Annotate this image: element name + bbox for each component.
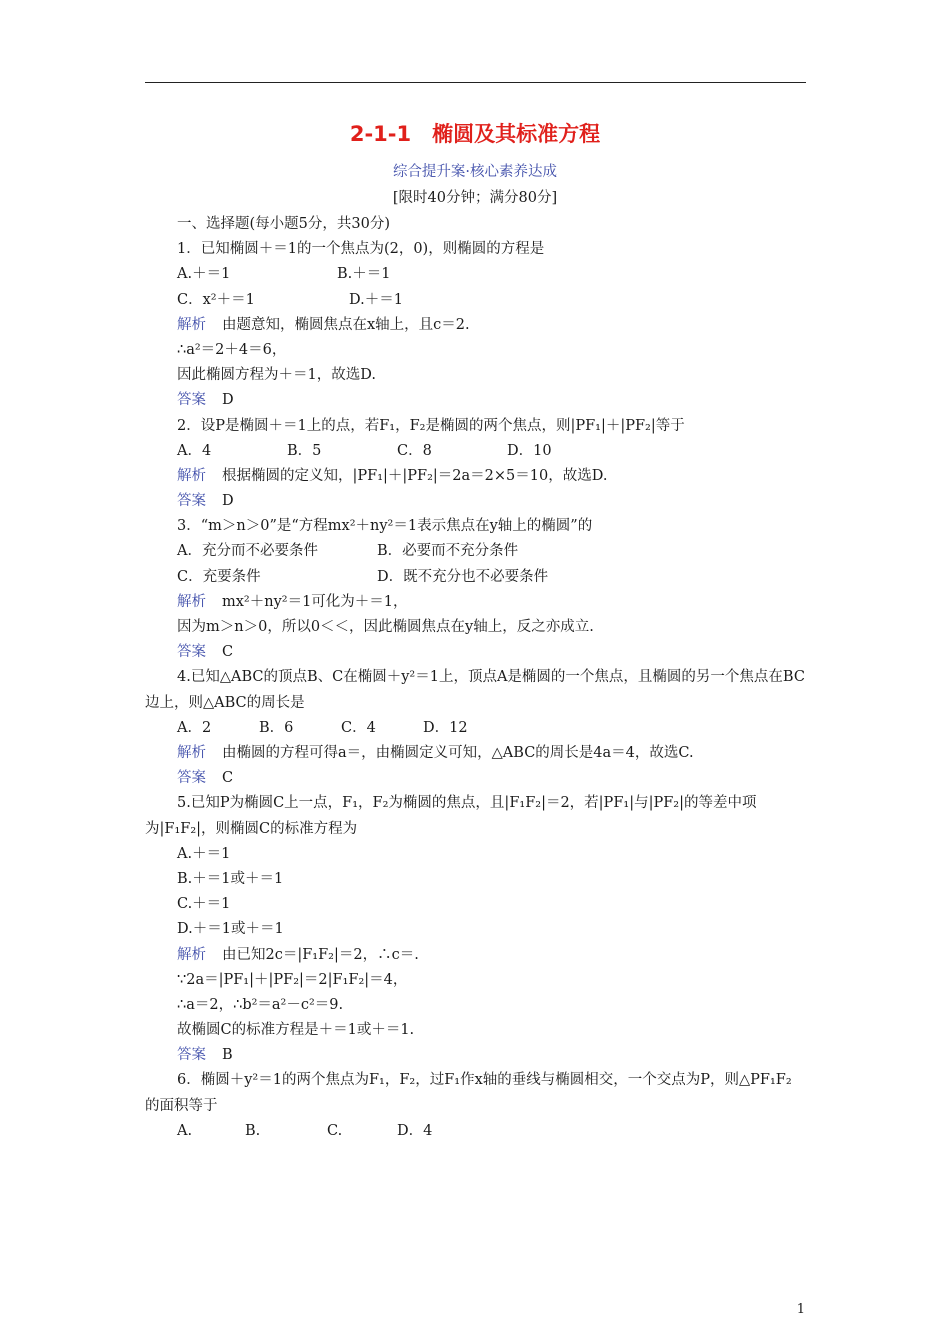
q1-options-cd [145, 288, 806, 313]
q5-analysis-line: ∴a＝2，∴b²＝a²－c²＝9. [177, 996, 344, 1013]
q5-analysis-line: 故椭圆C的标准方程是＋＝1或＋＝1. [177, 1022, 415, 1039]
q2-answer: 答案 D [177, 493, 234, 510]
analysis-tag: 解析 [177, 946, 206, 963]
q2-option-b: B．5 [287, 442, 322, 459]
analysis-tag: 解析 [177, 467, 206, 484]
q6-stem: 6．椭圆＋y²＝1的两个焦点为F₁，F₂，过F₁作x轴的垂线与椭圆相交，一个交点为P，则△PF₁F₂的面积等于 [145, 1072, 792, 1114]
q1-option-c: C．x²＋＝1 [177, 291, 255, 308]
q5-answer: 答案 B [177, 1047, 233, 1064]
q1-option-b: B.＋＝1 [337, 266, 391, 283]
answer-tag: 答案 [177, 770, 206, 787]
q1-option-a: A.＋＝1 [177, 266, 231, 283]
q3-analysis-line: 因为m＞n＞0，所以0＜＜，因此椭圆焦点在y轴上，反之亦成立. [177, 619, 594, 635]
q2-options [145, 439, 806, 464]
q2-option-d: D．10 [507, 442, 552, 459]
q3-option-a: A．充分而不必要条件 [177, 543, 318, 560]
q1-answer: 答案 D [177, 392, 234, 409]
section-heading: 一、选择题(每小题5分，共30分) [177, 216, 390, 232]
q5-option-c: C.＋＝1 [177, 896, 231, 913]
q4-option-d: D．12 [423, 719, 468, 736]
q2-option-a: A．4 [177, 442, 212, 459]
page-title: 2-1-1 椭圆及其标准方程 [349, 122, 601, 146]
q2-analysis: 解析 根据椭圆的定义知，|PF₁|＋|PF₂|＝2a＝2×5＝10，故选D. [177, 467, 608, 484]
document-body [145, 212, 806, 1144]
q4-answer: 答案 C [177, 770, 234, 787]
q6-options [145, 1119, 806, 1144]
q4-analysis: 解析 由椭圆的方程可得a＝，由椭圆定义可知，△ABC的周长是4a＝4，故选C. [177, 744, 694, 761]
answer-tag: 答案 [177, 1047, 206, 1064]
q3-option-c: C．充要条件 [177, 568, 261, 585]
q4-option-b: B．6 [259, 719, 294, 736]
page-subtitle: 综合提升案·核心素养达成 [392, 164, 558, 180]
q4-option-a: A．2 [177, 719, 212, 736]
q4-options [145, 716, 806, 741]
q5-option-a: A.＋＝1 [177, 845, 231, 862]
answer-tag: 答案 [177, 392, 206, 409]
q3-option-d: D．既不充分也不必要条件 [377, 568, 549, 585]
header-rule [145, 82, 806, 83]
q2-stem: 2．设P是椭圆＋＝1上的点，若F₁，F₂是椭圆的两个焦点，则|PF₁|＋|PF₂|等于 [177, 417, 685, 434]
q1-option-d: D.＋＝1 [349, 291, 403, 308]
q3-option-b: B．必要而不充分条件 [377, 543, 519, 560]
q5-stem: 5.已知P为椭圆C上一点，F₁，F₂为椭圆的焦点，且|F₁F₂|＝2，若|PF₁|与|PF₂|的等差中项为|F₁F₂|，则椭圆C的标准方程为 [145, 795, 757, 837]
q4-stem: 4.已知△ABC的顶点B、C在椭圆＋y²＝1上，顶点A是椭圆的一个焦点，且椭圆的另一个焦点在BC边上，则△ABC的周长是 [145, 669, 805, 711]
q3-options-cd [145, 565, 806, 590]
q5-option-b: B.＋＝1或＋＝1 [177, 870, 284, 887]
q3-options-ab [145, 539, 806, 564]
q1-stem: 1．已知椭圆＋＝1的一个焦点为(2，0)，则椭圆的方程是 [177, 241, 545, 258]
q6-option-d: D．4 [397, 1122, 433, 1139]
q3-stem: 3．“m＞n＞0”是“方程mx²＋ny²＝1表示焦点在y轴上的椭圆”的 [177, 518, 593, 535]
q4-option-c: C．4 [341, 719, 376, 736]
answer-tag: 答案 [177, 493, 206, 510]
q6-option-a: A. [177, 1122, 193, 1139]
analysis-tag: 解析 [177, 593, 206, 610]
q5-option-d: D.＋＝1或＋＝1 [177, 921, 284, 938]
time-limit: [限时40分钟；满分80分] [392, 190, 558, 206]
q1-options-ab [145, 262, 806, 287]
q6-option-c: C. [327, 1122, 343, 1139]
answer-tag: 答案 [177, 644, 206, 661]
q3-analysis: 解析 mx²＋ny²＝1可化为＋＝1， [177, 593, 408, 610]
q5-analysis: 解析 由已知2c＝|F₁F₂|＝2，∴c＝. [177, 946, 419, 963]
q5-analysis-line: ∵2a＝|PF₁|＋|PF₂|＝2|F₁F₂|＝4， [177, 971, 408, 988]
q3-answer: 答案 C [177, 644, 234, 661]
analysis-tag: 解析 [177, 316, 206, 333]
q1-analysis: 解析 由题意知，椭圆焦点在x轴上，且c＝2. [177, 316, 470, 333]
q6-option-b: B. [245, 1122, 261, 1139]
page-number: 1 [796, 1302, 805, 1317]
q2-option-c: C．8 [397, 442, 432, 459]
analysis-tag: 解析 [177, 744, 206, 761]
q1-analysis-line: ∴a²＝2＋4＝6， [177, 341, 287, 358]
q1-analysis-line: 因此椭圆方程为＋＝1，故选D. [177, 367, 376, 384]
